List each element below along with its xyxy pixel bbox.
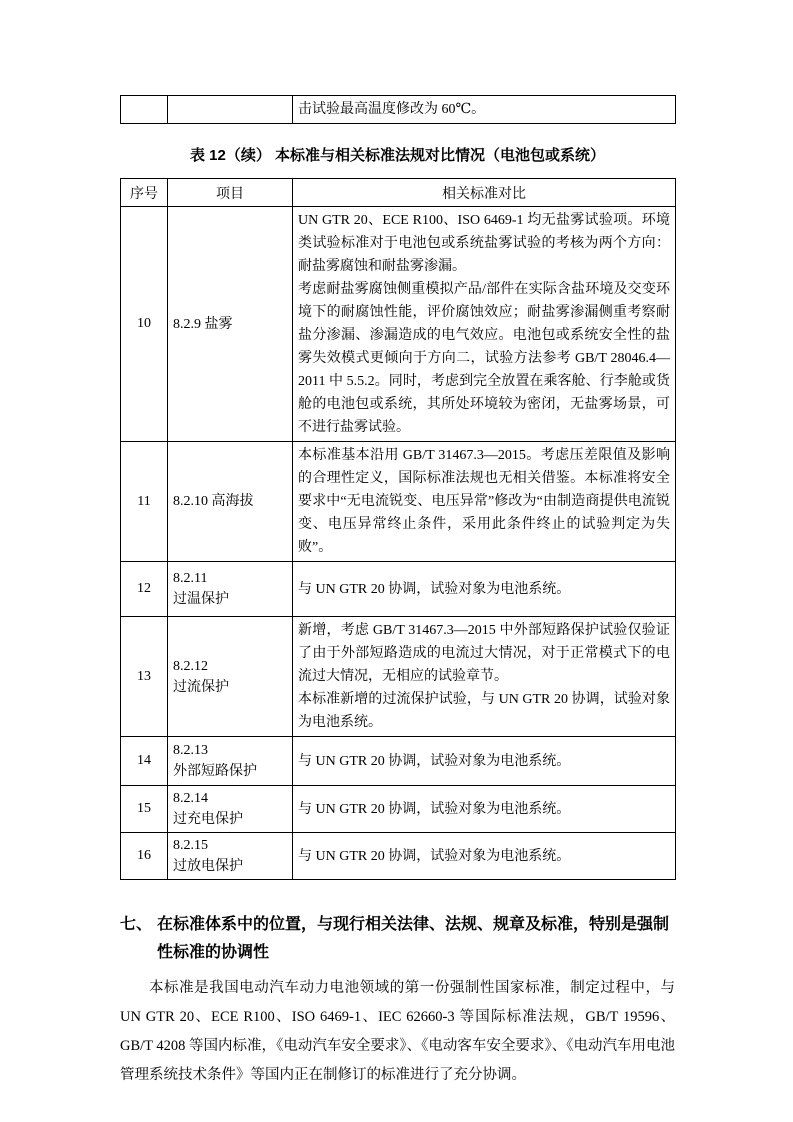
detail-paragraph: 考虑耐盐雾腐蚀侧重模拟产品/部件在实际含盐环境及交变环境下的耐腐蚀性能，评价腐蚀效应；耐盐雾渗漏侧重考察耐盐分渗漏、渗漏造成的电气效应。电池包或系统安全性的盐雾失效模式更倾向于方向二，试验方法参考 GB/T 28046.4—2011 中 5.5.2。同时，考虑到完全放置在乘客舱、行李舱或货舱的电池包或系统，其所处环境较为密闭，无盐雾场景，可不进行盐雾试验。 bbox=[298, 282, 670, 435]
row-item bbox=[168, 617, 293, 737]
row-item-line: 8.2.9 盐雾 bbox=[173, 316, 233, 332]
detail-paragraph: 与 UN GTR 20 协调，试验对象为电池系统。 bbox=[298, 581, 571, 597]
row-item-line: 8.2.11 bbox=[173, 571, 208, 586]
table-caption: 表 12（续） 本标准与相关标准法规对比情况（电池包或系统） bbox=[189, 147, 606, 164]
row-item-line: 过充电保护 bbox=[173, 812, 243, 827]
detail-paragraph: 新增，考虑 GB/T 31467.3—2015 中外部短路保护试验仅验证了由于外部短路造成的电流过大情况，对于正常模式下的电流过大情况，无相应的试验章节。 bbox=[298, 623, 670, 684]
row-detail bbox=[293, 617, 676, 737]
comparison-table bbox=[120, 178, 676, 880]
section-number: 七、 bbox=[120, 916, 153, 933]
empty-cell bbox=[121, 96, 168, 124]
section-heading bbox=[120, 911, 680, 967]
table-row bbox=[121, 786, 676, 833]
table-row bbox=[121, 737, 676, 786]
row-no: 11 bbox=[121, 442, 168, 562]
row-no: 14 bbox=[121, 737, 168, 786]
row-item-line: 8.2.12 bbox=[173, 658, 208, 674]
row-item bbox=[168, 833, 293, 880]
row-item bbox=[168, 562, 293, 617]
row-detail bbox=[293, 442, 676, 562]
row-item-line: 过温保护 bbox=[173, 592, 229, 607]
row-item-line: 8.2.15 bbox=[173, 838, 208, 853]
header-item: 项目 bbox=[168, 179, 293, 207]
row-item-line: 8.2.14 bbox=[173, 791, 208, 806]
row-no: 12 bbox=[121, 562, 168, 617]
row-detail bbox=[293, 207, 676, 442]
table-row bbox=[121, 207, 676, 442]
detail-cell: 击试验最高温度修改为 60℃。 bbox=[293, 96, 676, 124]
table-row bbox=[121, 562, 676, 617]
row-item-line: 8.2.10 高海拔 bbox=[173, 494, 254, 509]
row-no: 15 bbox=[121, 786, 168, 833]
body-paragraph: 本标准是我国电动汽车动力电池领域的第一份强制性国家标准，制定过程中，与 UN GTR 20、ECE R100、ISO 6469-1、IEC 62660-3 等国际标准法规，GB/T 19596、GB/T 4208 等国内标准，《电动汽车安全要求》、《电动客车安全要求》、《电动汽车用电池管理系统技术条件》等国内正在制修订的标准进行了充分协调。 bbox=[120, 980, 675, 1083]
header-detail: 相关标准对比 bbox=[293, 179, 676, 207]
continued-table-fragment bbox=[120, 95, 676, 124]
section-title: 在标准体系中的位置，与现行相关法律、法规、规章及标准，特别是强制性标准的协调性 bbox=[157, 916, 670, 961]
row-detail bbox=[293, 737, 676, 786]
row-item-line: 过流保护 bbox=[173, 679, 229, 695]
row-no: 13 bbox=[121, 617, 168, 737]
detail-paragraph: UN GTR 20、ECE R100、ISO 6469-1 均无盐雾试验项。环境类试验标准对于电池包或系统盐雾试验的考核为两个方向：耐盐雾腐蚀和耐盐雾渗漏。 bbox=[298, 213, 670, 274]
row-detail bbox=[293, 786, 676, 833]
row-no: 16 bbox=[121, 833, 168, 880]
detail-paragraph: 本标准新增的过流保护试验，与 UN GTR 20 协调，试验对象为电池系统。 bbox=[298, 692, 670, 730]
row-item-line: 外部短路保护 bbox=[173, 764, 257, 779]
detail-paragraph: 与 UN GTR 20 协调，试验对象为电池系统。 bbox=[298, 753, 571, 769]
row-item bbox=[168, 207, 293, 442]
row-item bbox=[168, 737, 293, 786]
table-header-row bbox=[121, 179, 676, 207]
detail-paragraph: 与 UN GTR 20 协调，试验对象为电池系统。 bbox=[298, 848, 571, 864]
row-item bbox=[168, 442, 293, 562]
row-item bbox=[168, 786, 293, 833]
row-item-line: 过放电保护 bbox=[173, 859, 243, 874]
table-row bbox=[121, 442, 676, 562]
row-item-line: 8.2.13 bbox=[173, 743, 208, 758]
header-no: 序号 bbox=[121, 179, 168, 207]
row-detail bbox=[293, 562, 676, 617]
table-row bbox=[121, 833, 676, 880]
table-row bbox=[121, 96, 676, 124]
empty-cell bbox=[168, 96, 293, 124]
detail-paragraph: 本标准基本沿用 GB/T 31467.3—2015。考虑压差限值及影响的合理性定义，国际标准法规也无相关借鉴。本标准将安全要求中“无电流锐变、电压异常”修改为“由制造商提供电流锐变、电压异常终止条件，采用此条件终止的试验判定为失败”。 bbox=[298, 448, 670, 555]
row-no: 10 bbox=[121, 207, 168, 442]
table-row bbox=[121, 617, 676, 737]
row-detail bbox=[293, 833, 676, 880]
detail-paragraph: 与 UN GTR 20 协调，试验对象为电池系统。 bbox=[298, 801, 571, 817]
